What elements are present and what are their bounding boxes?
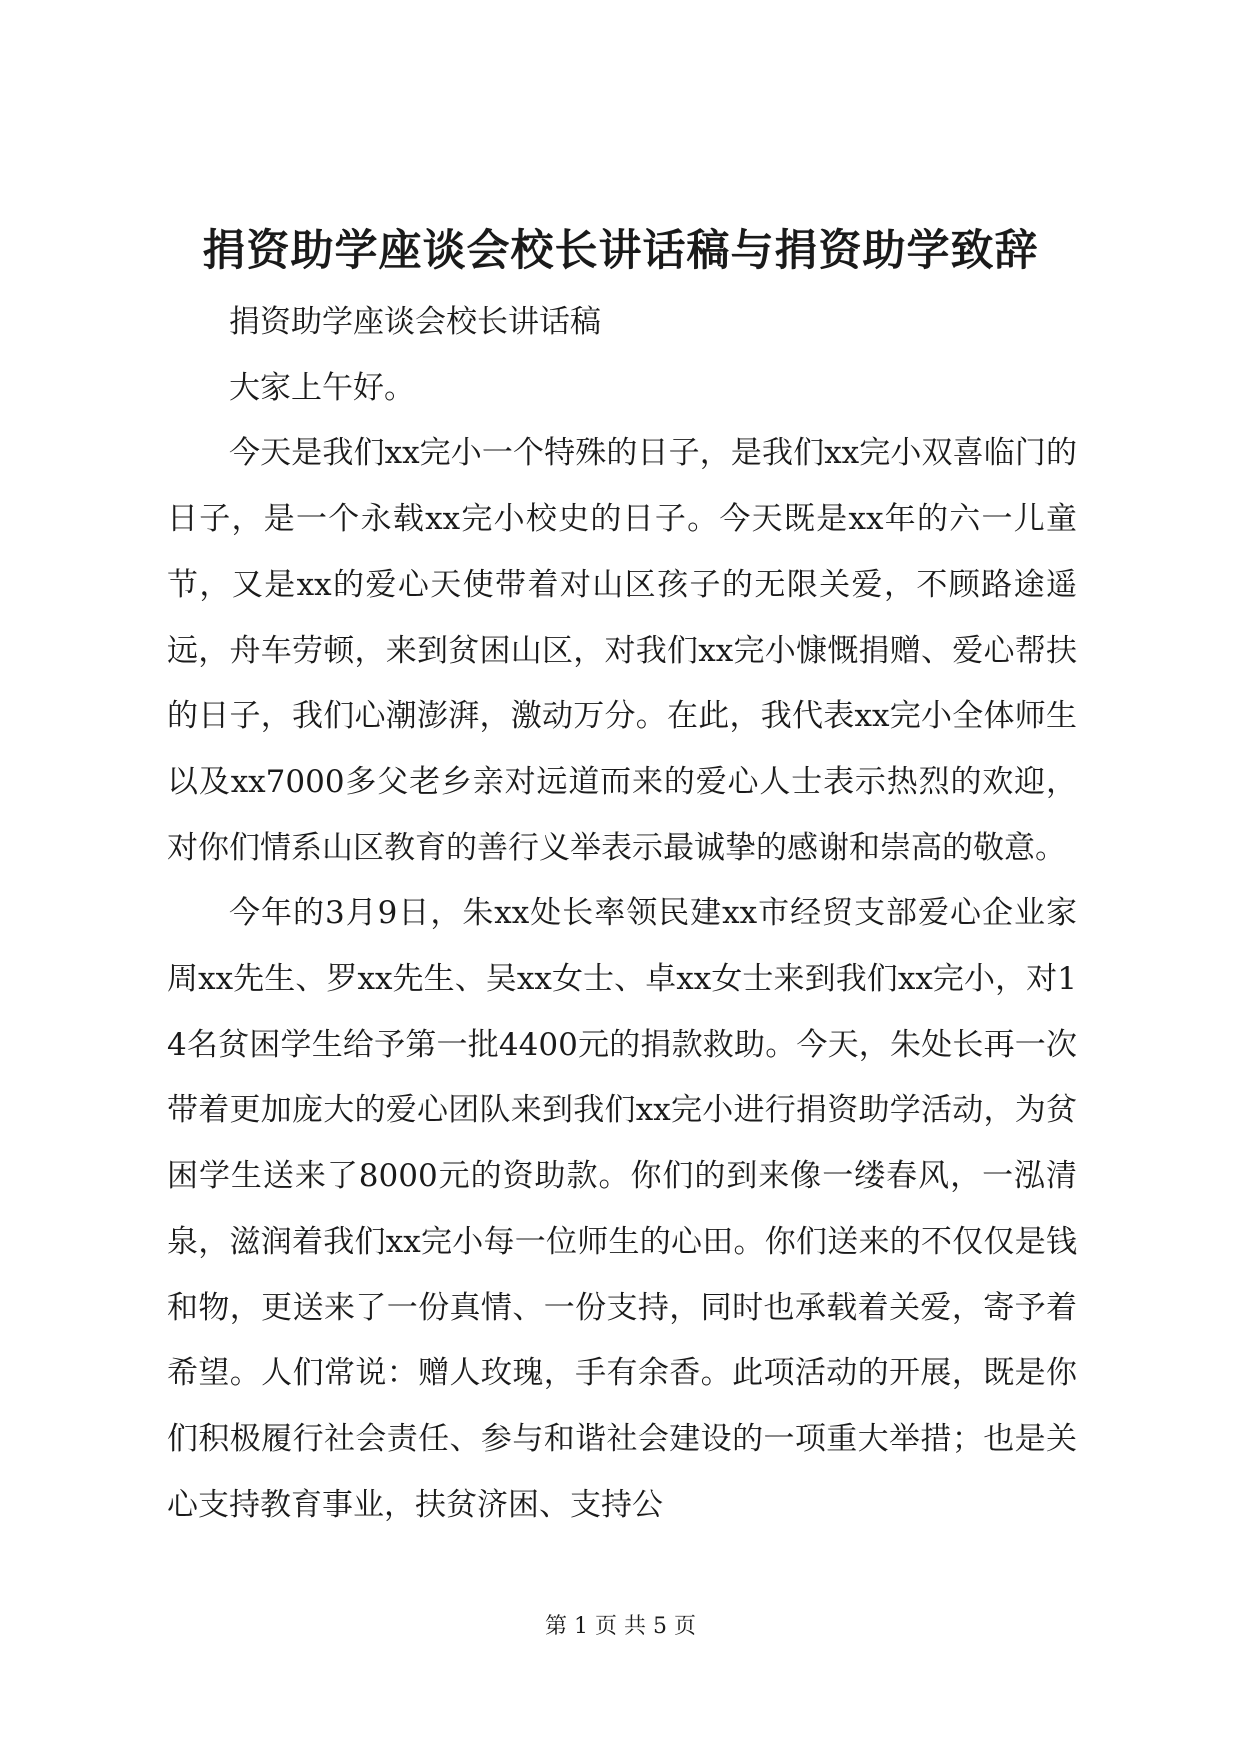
document-title: 捐资助学座谈会校长讲话稿与捐资助学致辞: [202, 226, 1039, 276]
document-body: [167, 290, 1077, 1538]
body-paragraph: 今天是我们xx完小一个特殊的日子，是我们xx完小双喜临门的日子，是一个永载xx完小校史的日子。今天既是xx年的六一儿童节，又是xx的爱心天使带着对山区孩子的无限关爱，不顾路途遥远，舟车劳顿，来到贫困山区，对我们xx完小慷慨捐赠、爱心帮扶的日子，我们心潮澎湃，激动万分。在此，我代表xx完小全体师生以及xx7000多父老乡亲对远道而来的爱心人士表示热烈的欢迎，对你们情系山区教育的善行义举表示最诚挚的感谢和崇高的敬意。: [167, 435, 1077, 866]
page-number-footer: 第 1 页 共 5 页: [545, 1614, 696, 1639]
greeting-paragraph: 大家上午好。: [229, 369, 415, 406]
body-paragraph: 今年的3月9日，朱xx处长率领民建xx市经贸支部爱心企业家周xx先生、罗xx先生、吴xx女士、卓xx女士来到我们xx完小，对14名贫困学生给予第一批4400元的捐款救助。今天，朱处长再一次带着更加庞大的爱心团队来到我们xx完小进行捐资助学活动，为贫困学生送来了8000元的资助款。你们的到来像一缕春风，一泓清泉，滋润着我们xx完小每一位师生的心田。你们送来的不仅仅是钱和物，更送来了一份真情、一份支持，同时也承载着关爱，寄予着希望。人们常说：赠人玫瑰，手有余香。此项活动的开展，既是你们积极履行社会责任、参与和谐社会建设的一项重大举措；也是关心支持教育事业，扶贫济困、支持公: [167, 895, 1077, 1523]
subtitle-paragraph: 捐资助学座谈会校长讲话稿: [229, 304, 601, 340]
